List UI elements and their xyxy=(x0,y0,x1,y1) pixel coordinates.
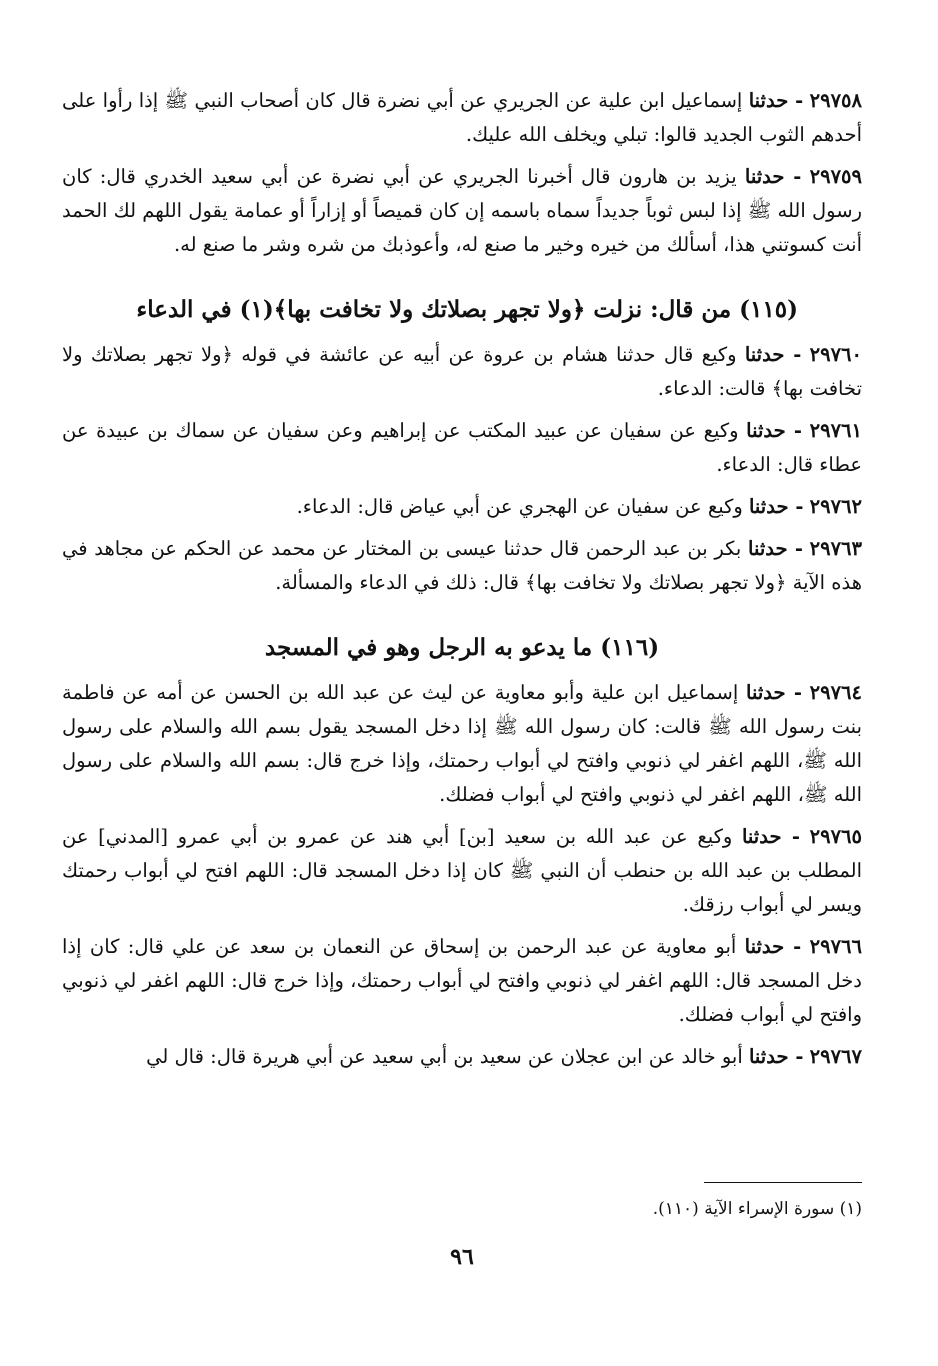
hadith-number: ٢٩٧٦٣ xyxy=(809,537,863,560)
hadith-number: ٢٩٧٦٤ xyxy=(809,681,862,704)
hadith-29759 xyxy=(62,160,862,262)
hadith-29761 xyxy=(62,414,862,482)
section-heading-115: (١١٥) من قال: نزلت ﴿ولا تجهر بصلاتك ولا تخافت بها﴾(١) في الدعاء xyxy=(136,296,798,323)
hadith-number: ٢٩٧٥٨ xyxy=(809,89,862,112)
hadith-number: ٢٩٧٦٥ xyxy=(809,825,862,848)
hadith-lead: - حدثنا xyxy=(746,419,802,442)
hadith-lead: - حدثنا xyxy=(744,343,802,366)
hadith-text: وكيع قال حدثنا هشام بن عروة عن أبيه عن عائشة في قوله ﴿ولا تجهر بصلاتك ولا تخافت بها﴾ قالت: الدعاء. xyxy=(62,343,862,400)
hadith-29760 xyxy=(62,338,862,406)
hadith-number: ٢٩٧٦٦ xyxy=(809,935,862,958)
hadith-29758 xyxy=(62,84,862,152)
hadith-number: ٢٩٧٦٢ xyxy=(809,495,862,518)
hadith-lead: - حدثنا xyxy=(741,825,800,848)
hadith-29767 xyxy=(62,1040,862,1074)
hadith-29764 xyxy=(62,676,862,812)
hadith-text: وكيع عن سفيان عن الهجري عن أبي عياض قال: الدعاء. xyxy=(296,495,743,518)
hadith-text: إسماعيل ابن علية وأبو معاوية عن ليث عن عبد الله بن الحسن عن أمه عن فاطمة بنت رسول الله ﷺ قالت: كان رسول الله ﷺ إذا دخل المسجد يقول بسم الله والسلام على رسول الله ﷺ، اللهم اغفر لي ذنوبي وافتح لي أبواب رحمتك، وإذا خرج قال: بسم الله والسلام على رسول الله ﷺ، اللهم اغفر لي ذنوبي وافتح لي أبواب فضلك. xyxy=(62,681,862,806)
hadith-lead: - حدثنا xyxy=(748,537,803,560)
hadith-text: وكيع عن عبد الله بن سعيد [بن] أبي هند عن عمرو بن أبي عمرو [المدني] عن المطلب بن عبد الله بن حنطب أن النبي ﷺ كان إذا دخل المسجد قال: اللهم افتح لي أبواب رحمتك ويسر لي أبواب رزقك. xyxy=(62,825,862,916)
hadith-text: وكيع عن سفيان عن عبيد المكتب عن إبراهيم وعن سفيان عن سماك بن عبيدة عن عطاء قال: الدعاء. xyxy=(62,419,862,476)
hadith-29763 xyxy=(62,532,862,600)
hadith-lead: - حدثنا xyxy=(746,681,802,704)
hadith-text: يزيد بن هارون قال أخبرنا الجريري عن أبي نضرة عن أبي سعيد الخدري قال: كان رسول الله ﷺ إذا لبس ثوباً جديداً سماه باسمه إن كان قميصاً أو إزاراً أو عمامة يقول اللهم لك الحمد أنت كسوتني هذا، أسألك من خيره وخير ما صنع له، وأعوذبك من شره وشر ما صنع له. xyxy=(62,165,862,256)
hadith-number: ٢٩٧٦٧ xyxy=(809,1045,862,1068)
hadith-lead: - حدثنا xyxy=(748,495,804,518)
hadith-text: أبو معاوية عن عبد الرحمن بن إسحاق عن النعمان بن سعد عن علي قال: كان إذا دخل المسجد قال: اللهم اغفر لي ذنوبي وافتح لي أبواب رحمتك، وإذا خرج قال: اللهم اغفر لي ذنوبي وافتح لي أبواب فضلك. xyxy=(62,935,862,1026)
hadith-lead: - حدثنا xyxy=(748,1045,804,1068)
hadith-number: ٢٩٧٦٠ xyxy=(809,343,862,366)
hadith-29765 xyxy=(62,820,862,922)
hadith-text: أبو خالد عن ابن عجلان عن سعيد بن أبي سعيد عن أبي هريرة قال: قال لي xyxy=(146,1045,743,1068)
hadith-lead: - حدثنا xyxy=(744,165,802,188)
hadith-29762 xyxy=(62,490,862,524)
hadith-number: ٢٩٧٦١ xyxy=(809,419,862,442)
page-number: ٩٦ xyxy=(450,1244,474,1270)
footnote-divider xyxy=(704,1182,862,1183)
hadith-text: بكر بن عبد الرحمن قال حدثنا عيسى بن المختار عن محمد عن الحكم عن مجاهد في هذه الآية ﴿ولا تجهر بصلاتك ولا تخافت بها﴾ قال: ذلك في الدعاء والمسألة. xyxy=(62,537,862,594)
hadith-text: إسماعيل ابن علية عن الجريري عن أبي نضرة قال كان أصحاب النبي ﷺ إذا رأوا على أحدهم الثوب الجديد قالوا: تبلي ويخلف الله عليك. xyxy=(62,89,862,146)
hadith-29766 xyxy=(62,930,862,1032)
section-heading-116: (١١٦) ما يدعو به الرجل وهو في المسجد xyxy=(264,634,660,661)
hadith-lead: - حدثنا xyxy=(744,935,802,958)
book-page xyxy=(62,84,862,1344)
hadith-lead: - حدثنا xyxy=(748,89,804,112)
footnote: (١) سورة الإسراء الآية (١١٠). xyxy=(652,1199,862,1219)
hadith-number: ٢٩٧٥٩ xyxy=(809,165,863,188)
